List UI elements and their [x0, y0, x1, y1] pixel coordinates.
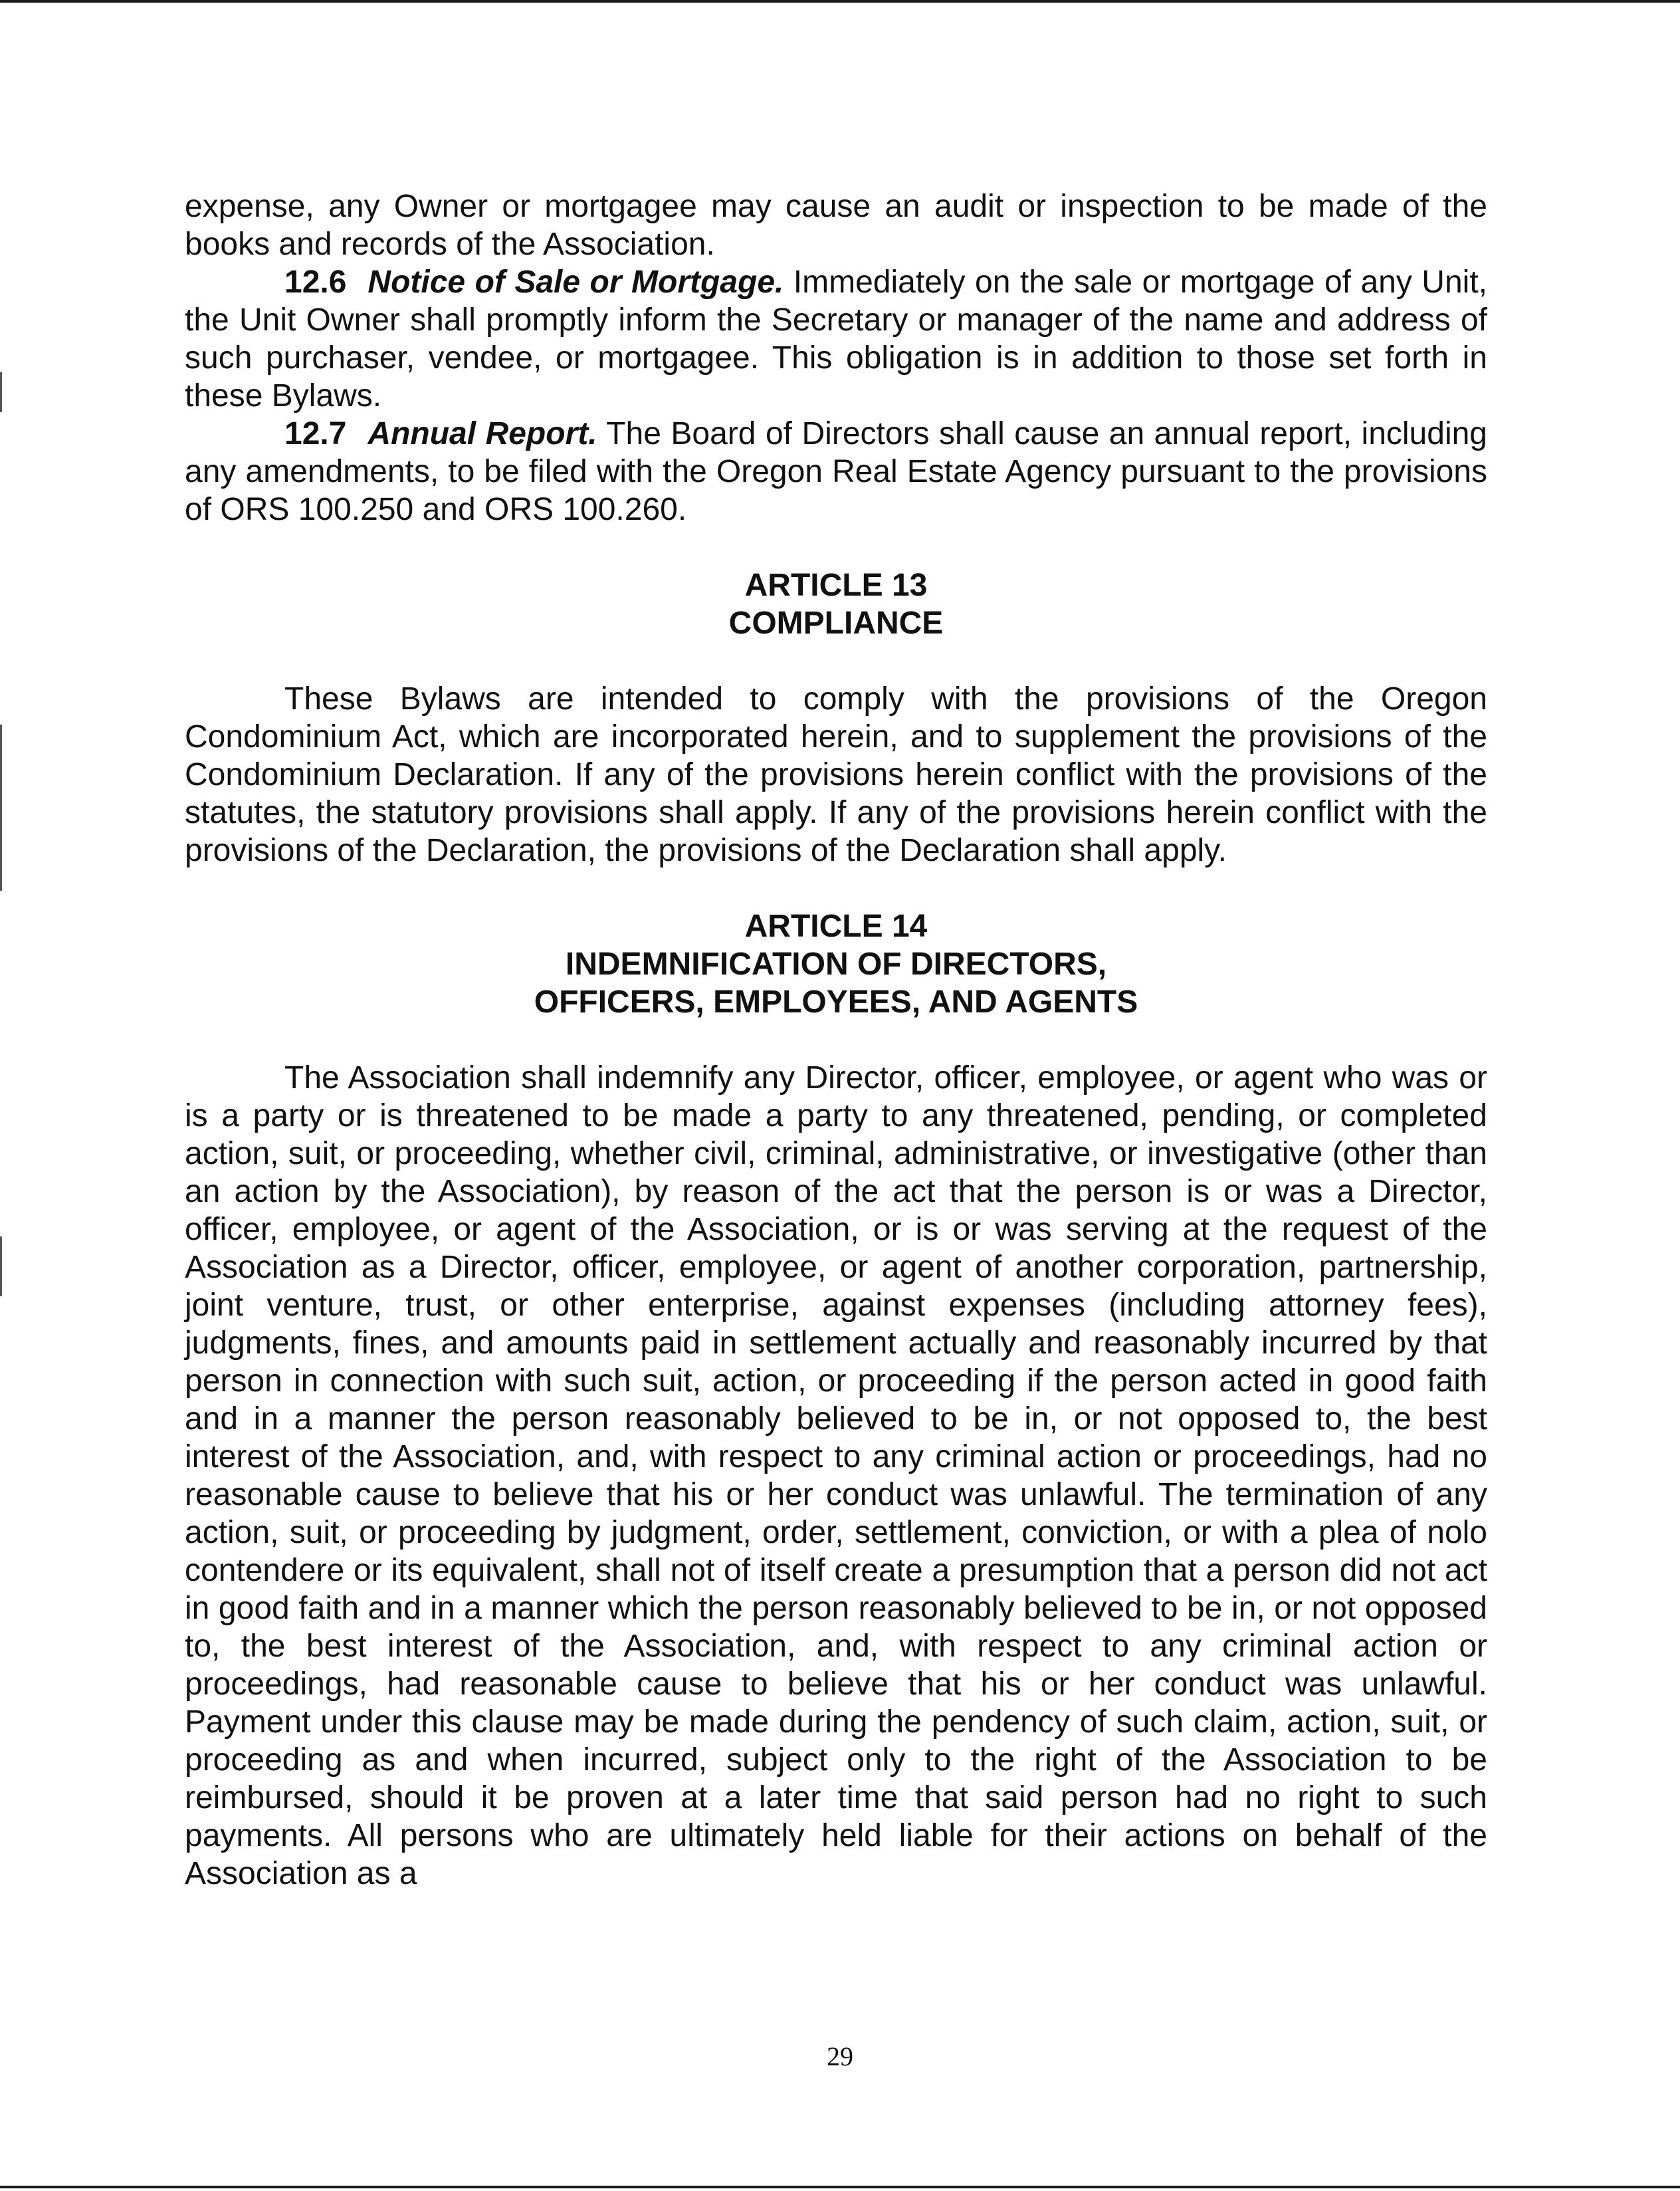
section-title: Notice of Sale or Mortgage.: [368, 265, 784, 300]
article-13-body: These Bylaws are intended to comply with the provisions of the Oregon Condominium Act, which are incorporated herein, and to supplement the provisions of the Condominium Declaration. If any of the provisions herein conflict with the provisions of the statutes, the statutory provisions shall apply. If any of the provisions herein conflict with the provisions of the Declaration, the provisions of the Declaration shall apply.: [185, 681, 1487, 868]
page-number: 29: [827, 2041, 853, 2071]
article-title: OFFICERS, EMPLOYEES, AND AGENTS: [534, 984, 1138, 1020]
section-title: Annual Report.: [368, 416, 597, 451]
scan-mark: [0, 372, 2, 412]
article-title: INDEMNIFICATION OF DIRECTORS,: [565, 947, 1107, 982]
article-title: COMPLIANCE: [728, 606, 944, 641]
scan-mark: [0, 725, 2, 891]
scan-edge-top: [0, 0, 1680, 3]
article-number: ARTICLE 13: [744, 568, 928, 603]
section-body: The Board of Directors shall cause an annual report, including any amendments, to be filed with the Oregon Real Estate Agency pursuant to the provisions of ORS 100.250 and ORS 100.260.: [185, 416, 1488, 527]
article-14-heading: [185, 907, 1487, 1021]
section-12-5-continuation: expense, any Owner or mortgagee may cause an audit or inspection to be made of the books and records of the Association.: [185, 189, 1487, 262]
article-13-heading: [185, 566, 1487, 642]
scan-mark: [0, 1236, 2, 1296]
scan-edge-bottom: [0, 2186, 1680, 2188]
section-number: 12.7: [284, 416, 347, 451]
section-body: Immediately on the sale or mortgage of any Unit, the Unit Owner shall promptly inform the Secretary or manager of the name and address of such purchaser, vendee, or mortgagee. This obligation is in addition to those set forth in these Bylaws.: [185, 265, 1487, 413]
document-body: [185, 187, 1487, 1893]
section-12-6: [185, 263, 1487, 415]
article-14-body: The Association shall indemnify any Director, officer, employee, or agent who was or is a party or is threatened to be made a party to any threatened, pending, or completed action, suit, or proceeding, whether civil, criminal, administrative, or investigative (other than an action by the Association), by reason of the act that the person is or was a Director, officer, employee, or agent of the Association, or is or was serving at the request of the Association as a Director, officer, employee, or agent of another corporation, partnership, joint venture, trust, or other enterprise, against expenses (including attorney fees), judgments, fines, and amounts paid in settlement actually and reasonably incurred by that person in connection with such suit, action, or proceeding if the person acted in good faith and in a manner the person reasonably believed to be in, or not opposed to, the best interest of the Association, and, with respect to any criminal action or proceedings, had no reasonable cause to believe that his or her conduct was unlawful. The termination of any action, suit, or proceeding by judgment, order, settlement, conviction, or with a plea of nolo contendere or its equivalent, shall not of itself create a presumption that a person did not act in good faith and in a manner which the person reasonably believed to be in, or not opposed to, the best interest of the Association, and, with respect to any criminal action or proceedings, had reasonable cause to believe that his or her conduct was unlawful. Payment under this clause may be made during the pendency of such claim, action, suit, or proceeding as and when incurred, subject only to the right of the Association to be reimbursed, should it be proven at a later time that said person had no right to such payments. All persons who are ultimately held liable for their actions on behalf of the Association as a: [185, 1060, 1487, 1891]
section-number: 12.6: [284, 265, 347, 300]
article-number: ARTICLE 14: [744, 909, 928, 944]
section-12-7: [185, 415, 1487, 528]
